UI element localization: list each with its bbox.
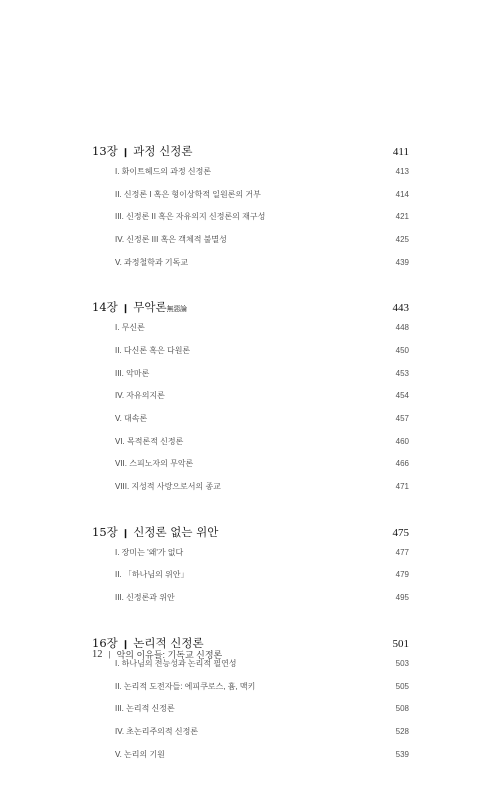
section-title: IV. 자유의지론 <box>115 391 165 401</box>
section-title: III. 신정론 II 혹은 자유의지 신정론의 재구성 <box>115 212 266 222</box>
section-title: V. 과정철학과 기독교 <box>115 257 189 267</box>
section-entry[interactable] <box>92 228 409 251</box>
section-title: VIII. 지성적 사랑으로서의 종교 <box>115 482 221 492</box>
chapter-number: 13장 <box>92 144 118 158</box>
section-title: V. 논리의 기원 <box>115 749 165 759</box>
section-page-number: 503 <box>395 658 409 668</box>
section-entry[interactable] <box>92 407 409 430</box>
section-entry[interactable] <box>92 385 409 408</box>
section-entry[interactable] <box>92 430 409 453</box>
chapter-page-number: 475 <box>392 526 409 539</box>
chapter-divider: ❙ <box>121 304 130 315</box>
chapter-heading[interactable] <box>92 143 409 160</box>
section-entry[interactable] <box>92 316 409 339</box>
section-title: III. 신정론과 위안 <box>115 593 175 603</box>
section-entry[interactable] <box>92 251 409 274</box>
section-page-number: 421 <box>395 212 409 222</box>
section-page-number: 439 <box>395 257 409 267</box>
section-title: II. 논리적 도전자들: 에피쿠로스, 흄, 맥키 <box>115 681 256 691</box>
chapter-block <box>92 143 409 273</box>
section-title: IV. 초논리주의적 신정론 <box>115 726 199 736</box>
section-title: I. 장미는 '왜'가 없다 <box>115 547 184 557</box>
chapter-page-number: 501 <box>392 638 409 650</box>
section-page-number: 495 <box>395 593 409 603</box>
footer-separator: | <box>108 650 111 659</box>
chapter-title: 신정론 없는 위안 <box>133 524 219 539</box>
chapter-title-hanja: 無惡論 <box>166 305 187 314</box>
section-title: I. 무신론 <box>115 323 145 333</box>
section-page-number: 453 <box>395 368 409 378</box>
section-page-number: 508 <box>395 704 409 714</box>
section-entry[interactable] <box>92 160 409 183</box>
section-entry[interactable] <box>92 475 409 498</box>
footer-page-number: 12 <box>92 649 103 660</box>
page-footer <box>92 648 222 661</box>
section-entry[interactable] <box>92 453 409 476</box>
section-entry[interactable] <box>92 205 409 228</box>
table-of-contents <box>92 143 409 791</box>
section-page-number: 414 <box>395 189 409 199</box>
section-entry[interactable] <box>92 697 409 720</box>
chapter-heading[interactable] <box>92 299 409 316</box>
chapter-number: 16장 <box>92 636 118 650</box>
chapter-divider: ❙ <box>121 148 130 158</box>
section-title: I. 화이트헤드의 과정 신정론 <box>115 166 212 176</box>
section-entry[interactable] <box>92 541 409 564</box>
section-title: II. 다신론 혹은 다원론 <box>115 345 191 355</box>
chapter-heading-left <box>92 524 218 540</box>
section-entry[interactable] <box>92 586 409 609</box>
section-title: VI. 목적론적 신정론 <box>115 436 184 446</box>
section-page-number: 477 <box>395 547 409 557</box>
section-entry[interactable] <box>92 720 409 743</box>
section-title: III. 논리적 신정론 <box>115 704 175 714</box>
section-title: III. 악마론 <box>115 368 150 378</box>
chapter-block <box>92 299 409 498</box>
section-title: IV. 신정론 III 혹은 객체적 불멸성 <box>115 234 227 244</box>
chapter-title: 과정 신정론 <box>133 144 193 158</box>
section-title: VII. 스피노자의 무악론 <box>115 459 194 469</box>
section-page-number: 454 <box>395 391 409 401</box>
chapter-page-number: 411 <box>392 146 409 158</box>
section-page-number: 448 <box>395 323 409 333</box>
section-title: I. 하나님의 전능성과 논리적 필연성 <box>115 658 237 668</box>
section-title: V. 대속론 <box>115 414 148 424</box>
chapter-page-number: 443 <box>392 302 409 315</box>
section-entry[interactable] <box>92 564 409 587</box>
chapter-heading[interactable] <box>92 524 409 541</box>
chapter-block <box>92 524 409 609</box>
section-page-number: 539 <box>395 749 409 759</box>
section-entry[interactable] <box>92 362 409 385</box>
section-page-number: 413 <box>395 166 409 176</box>
section-page-number: 471 <box>395 482 409 492</box>
section-title: II. 「하나님의 위안」 <box>115 570 189 580</box>
chapter-number: 15장 <box>92 524 118 539</box>
chapter-title: 논리적 신정론 <box>133 636 204 650</box>
section-entry[interactable] <box>92 743 409 766</box>
section-title: II. 신정론 I 혹은 형이상학적 일원론의 거부 <box>115 189 261 199</box>
section-page-number: 466 <box>395 459 409 469</box>
section-entry[interactable] <box>92 183 409 206</box>
chapter-divider: ❙ <box>121 528 130 539</box>
section-page-number: 505 <box>395 681 409 691</box>
section-page-number: 479 <box>395 570 409 580</box>
section-entry[interactable] <box>92 339 409 362</box>
section-page-number: 450 <box>395 345 409 355</box>
chapter-number: 14장 <box>92 300 118 315</box>
chapter-heading-left <box>92 299 187 315</box>
footer-book-title: 악의 이유들: 기독교 신정론 <box>116 650 223 660</box>
chapter-divider: ❙ <box>121 640 130 650</box>
section-page-number: 457 <box>395 414 409 424</box>
chapter-heading-left <box>92 143 193 159</box>
section-page-number: 460 <box>395 436 409 446</box>
chapter-title: 무악론 <box>133 300 167 315</box>
section-page-number: 528 <box>395 726 409 736</box>
section-entry[interactable] <box>92 675 409 698</box>
section-page-number: 425 <box>395 234 409 244</box>
